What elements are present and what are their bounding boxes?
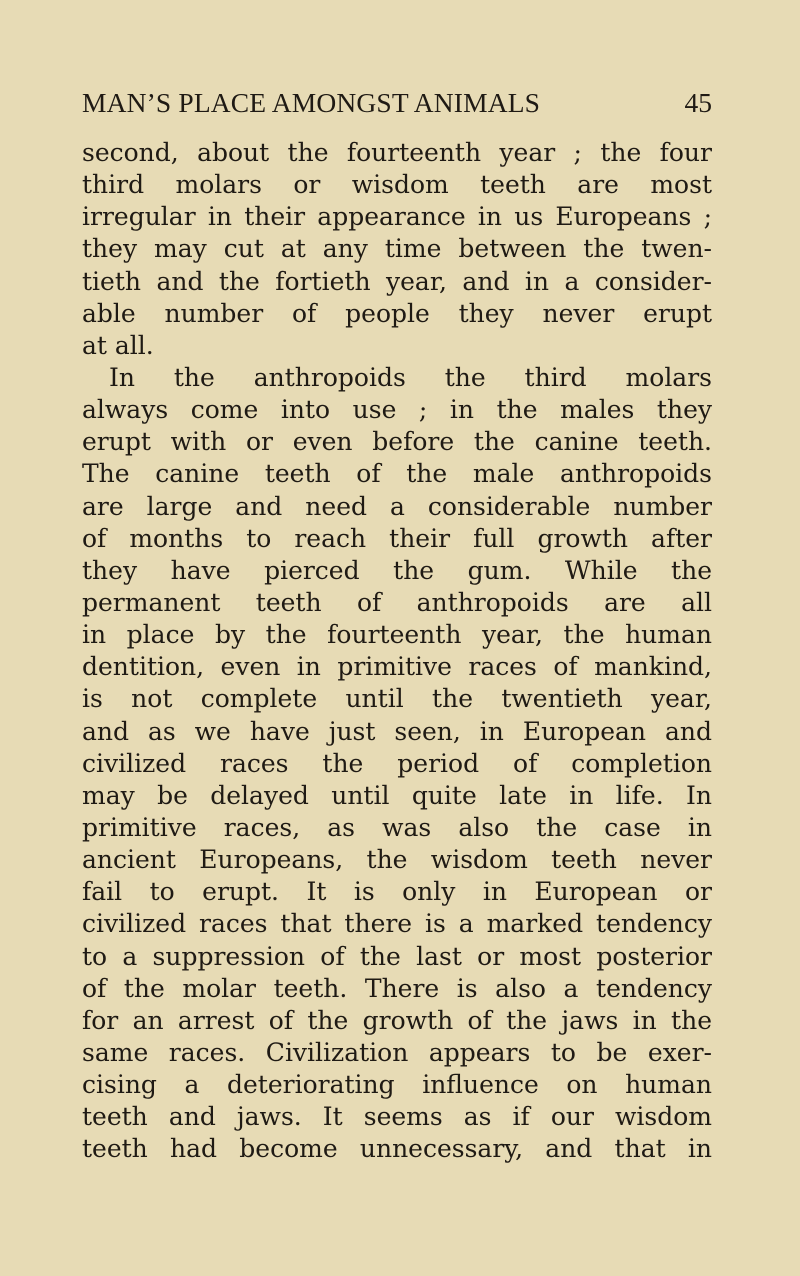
text-line: primitive races, as was also the case in (82, 812, 712, 842)
text-line: and as we have just seen, in European and (82, 716, 712, 746)
paragraph-start-line: In the anthropoids the third molars (109, 362, 712, 392)
page-number: 45 (684, 87, 712, 118)
text-line: are large and need a considerable number (82, 491, 712, 521)
text-line: permanent teeth of anthropoids are all (82, 587, 712, 617)
text-line: able number of people they never erupt (82, 298, 712, 328)
text-line: for an arrest of the growth of the jaws in the (82, 1005, 712, 1035)
text-line: civilized races the period of completion (82, 748, 712, 778)
text-line: always come into use ; in the males they (82, 395, 712, 425)
text-line: may be delayed until quite late in life. In (82, 780, 712, 810)
text-line: civilized races that there is a marked tendency (82, 909, 712, 939)
text-line: they have pierced the gum. While the (82, 555, 712, 585)
text-line: third molars or wisdom teeth are most (82, 170, 712, 200)
text-line: in place by the fourteenth year, the human (82, 620, 712, 650)
text-line: of the molar teeth. There is also a tendency (82, 973, 712, 1003)
text-line: erupt with or even before the canine teeth. (82, 427, 712, 457)
text-line: fail to erupt. It is only in European or (82, 877, 712, 907)
running-head: MAN’S PLACE AMONGST ANIMALS (82, 87, 541, 118)
text-line: The canine teeth of the male anthropoids (82, 459, 712, 489)
page-header (82, 86, 712, 126)
text-line: teeth had become unnecessary, and that in (82, 1134, 712, 1164)
text-line: ancient Europeans, the wisdom teeth never (82, 845, 712, 875)
text-line: cising a deteriorating influence on human (82, 1070, 712, 1100)
text-line: of months to reach their full growth after (82, 523, 712, 553)
text-line: to a suppression of the last or most posterior (82, 941, 712, 971)
text-line: they may cut at any time between the twen- (82, 234, 712, 264)
text-line: second, about the fourteenth year ; the four (82, 138, 712, 167)
text-line: is not complete until the twentieth year, (82, 684, 712, 714)
text-line: teeth and jaws. It seems as if our wisdom (82, 1102, 712, 1132)
text-line: at all. (82, 330, 154, 360)
text-line: dentition, even in primitive races of mankind, (82, 652, 712, 682)
text-line: same races. Civilization appears to be exer- (82, 1037, 712, 1067)
text-line: irregular in their appearance in us Europeans ; (82, 202, 712, 232)
body-text (82, 137, 712, 1166)
text-line: tieth and the fortieth year, and in a consider- (82, 266, 712, 296)
